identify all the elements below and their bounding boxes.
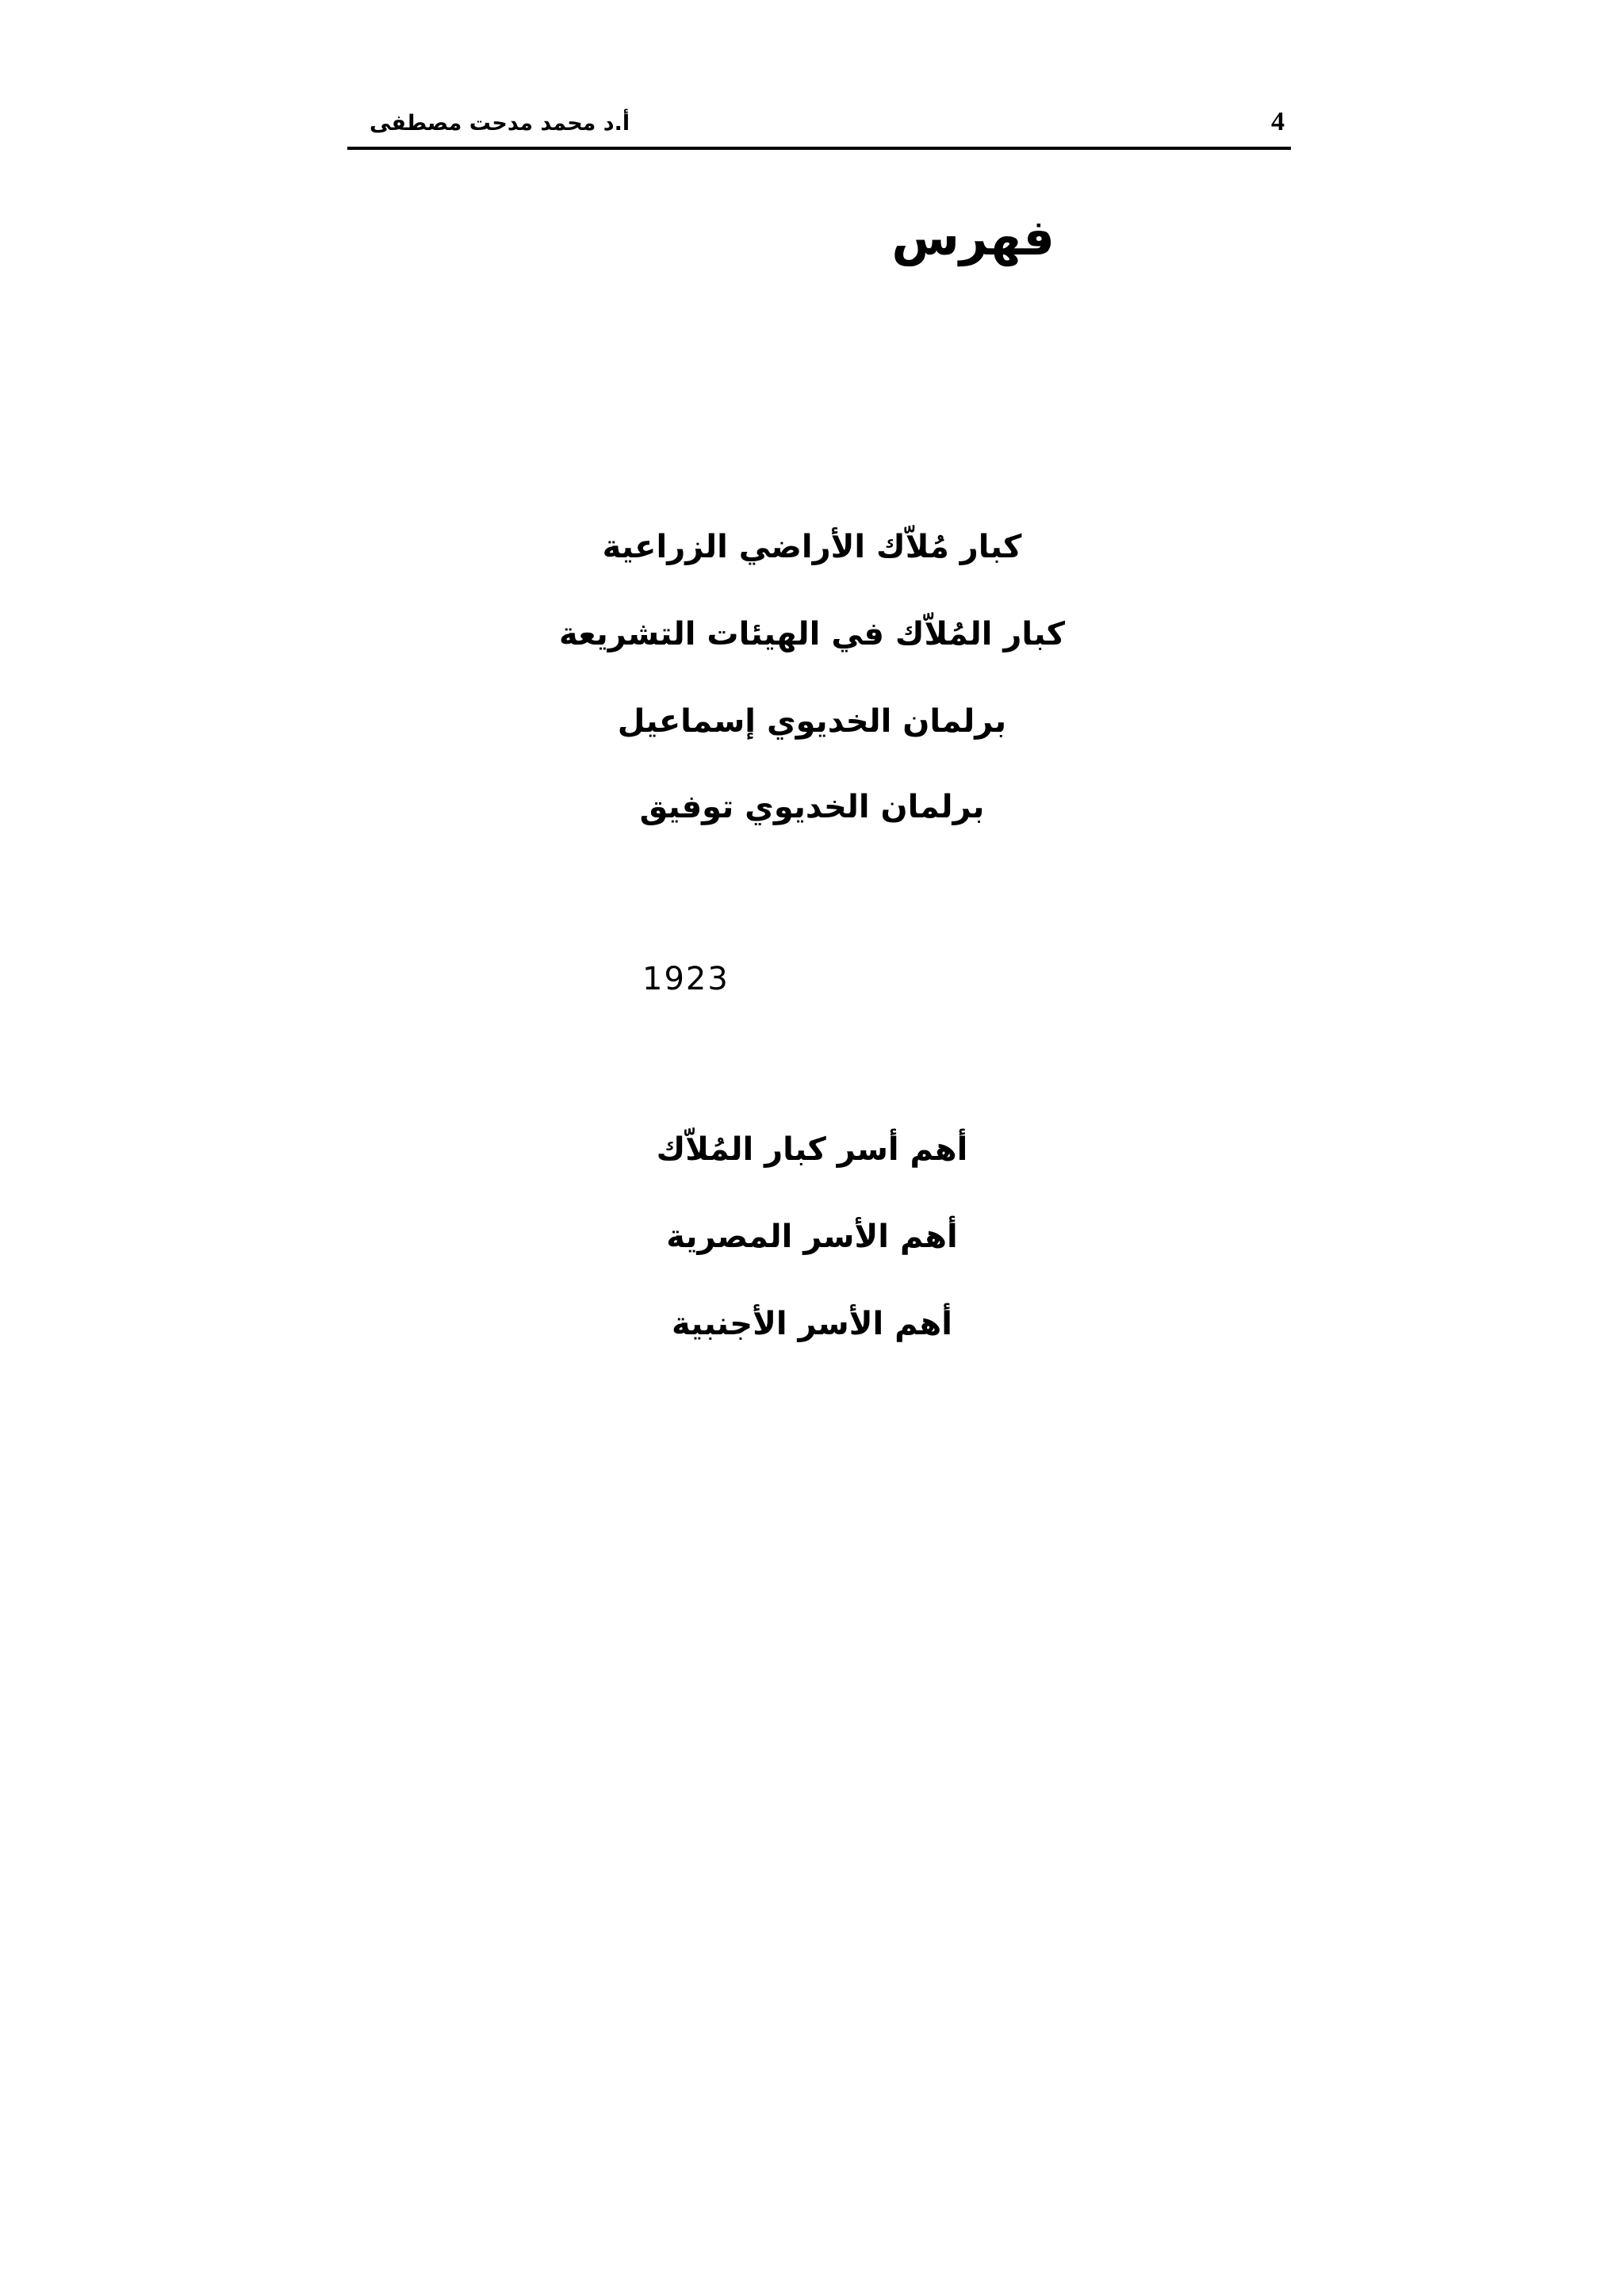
toc-entry: برلمان الخديوي إسماعيل bbox=[617, 703, 1007, 740]
year-label: 1923 bbox=[642, 961, 730, 997]
page-number: 4 bbox=[1271, 107, 1285, 136]
page-title: فهرس bbox=[891, 209, 1055, 266]
toc-entry: كبار مُلاّك الأراضي الزراعية bbox=[602, 529, 1022, 565]
author-name: أ.د محمد مدحت مصطفى bbox=[370, 111, 630, 136]
page-header bbox=[347, 103, 1291, 147]
header-divider bbox=[347, 147, 1291, 150]
toc-entry: أهم أسر كبار المُلاّك bbox=[656, 1131, 968, 1168]
toc-entry: أهم الأسر الأجنبية bbox=[672, 1306, 952, 1342]
toc-entry: أهم الأسر المصرية bbox=[666, 1219, 958, 1255]
toc-entry: برلمان الخديوي توفيق bbox=[639, 789, 985, 825]
toc-entry: كبار المُلاّك في الهيئات التشريعة bbox=[558, 616, 1066, 652]
